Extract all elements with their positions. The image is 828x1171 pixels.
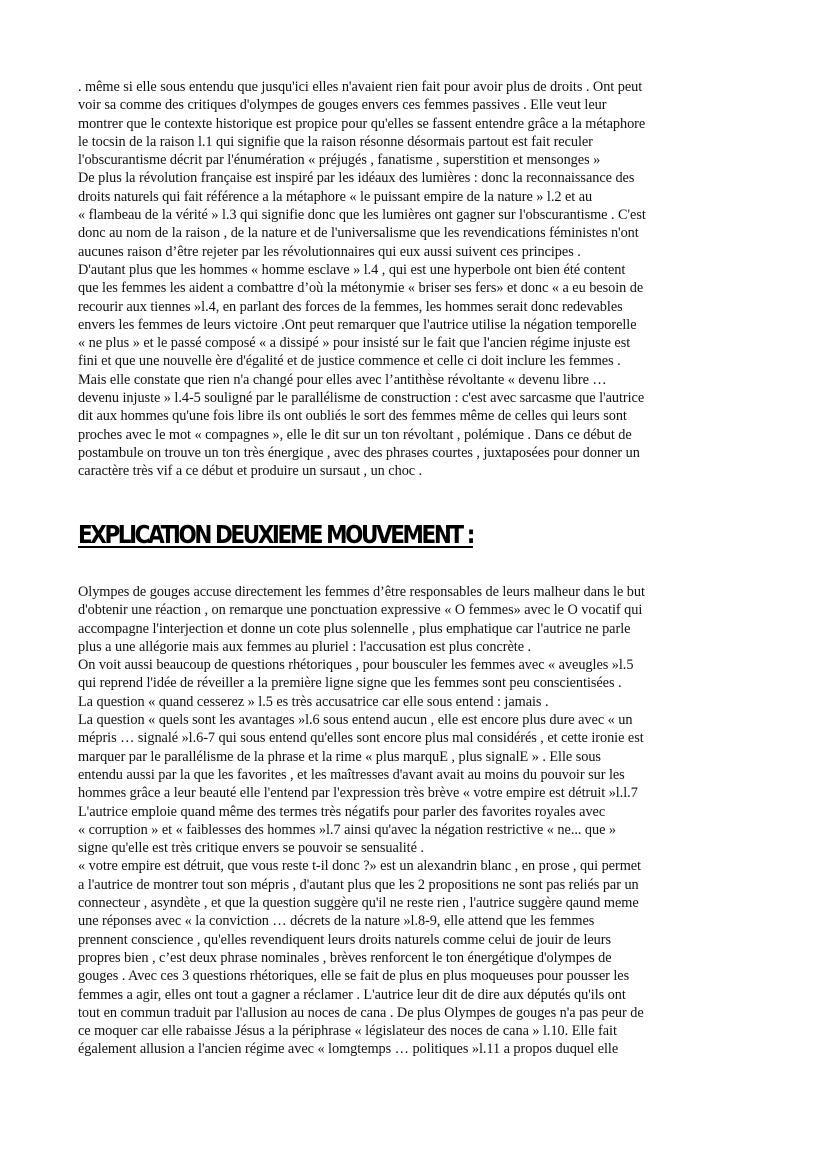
text-line: femmes a agir, elles ont tout a gagner a réclamer . L'autrice leur dit de dire aux députés qu'ils ont <box>78 986 626 1003</box>
text-line: « votre empire est détruit, que vous reste t-il donc ?» est un alexandrin blanc , en prose , qui permet <box>78 858 641 875</box>
text-line: proches avec le mot « compagnes », elle le dit sur un ton révoltant , polémique . Dans ce début de <box>78 426 632 443</box>
text-line: mépris … signalé »l.6-7 qui sous entend qu'elles sont encore plus mal considérés , et cette ironie est <box>78 730 644 747</box>
text-line: tout en commun traduit par l'allusion au noces de cana . De plus Olympes de gouges n'a pas peur de <box>78 1004 644 1021</box>
text-line: De plus la révolution française est inspiré par les idéaux des lumières : donc la reconnaissance des <box>78 170 635 187</box>
text-line: prennent conscience , qu'elles revendiquent leurs droits naturels comme celui de jouir de leurs <box>78 931 611 948</box>
text-line: « ne plus » et le passé composé « a dissipé » pour insisté sur le fait que l'ancien régime injuste est <box>78 335 631 352</box>
text-line: recourir aux tiennes »l.4, en parlant des forces de la femmes, les hommes serait donc redevables <box>78 298 623 315</box>
text-line: La question « quand cesserez » l.5 es très accusatrice car elle sous entend : jamais . <box>78 693 549 710</box>
text-line: voir sa comme des critiques d'olympes de gouges envers ces femmes passives . Elle veut leur <box>78 97 607 114</box>
text-line: L'autrice emploie quand même des termes très négatifs pour parler des favorites royales avec <box>78 803 606 820</box>
text-line: . même si elle sous entendu que jusqu'ici elles n'avaient rien fait pour avoir plus de droits . Ont peut <box>78 79 643 95</box>
text-line: une réponses avec « la conviction … décrets de la nature »l.8-9, elle attend que les femmes <box>78 913 595 930</box>
text-line: d'obtenir une réaction , on remarque une ponctuation expressive « O femmes» avec le O vocatif qui <box>78 602 643 619</box>
paragraph-second-movement <box>78 583 750 1059</box>
text-line: plus a une allégorie mais aux femmes au pluriel : l'accusation est plus concrète . <box>78 638 532 655</box>
text-line: On voit aussi beaucoup de questions rhétoriques , pour bousculer les femmes avec « aveugles »l.5 <box>78 657 634 674</box>
text-line: accompagne l'interjection et donne un cote plus solennelle , plus emphatique car l'autrice ne parle <box>78 620 631 637</box>
text-line: le tocsin de la raison l.1 qui signifie que la raison résonne désormais partout est fait reculer <box>78 133 593 150</box>
text-line: fini et que une nouvelle ère d'égalité et de justice commence et celle ci doit inclure les femmes . <box>78 353 621 370</box>
text-line: signe qu'elle est très critique envers se pouvoir se sensualité . <box>78 840 424 857</box>
text-line: hommes grâce a leur beauté elle l'entend par l'expression très brève « votre empire est détruit »l.l.7 <box>78 785 638 802</box>
text-line: entendu aussi par la que les favorites , et les maîtresses d'avant avait au moins du pouvoir sur les <box>78 766 625 783</box>
text-line: également allusion a l'ancien régime avec « lomgtemps … politiques »l.11 a propos duquel elle <box>78 1041 619 1058</box>
text-line: a l'autrice de montrer tout son mépris , d'autant plus que les 2 propositions ne sont pas reliés par un <box>78 876 639 893</box>
text-line: postambule on trouve un ton très énergique , avec des phrases courtes , juxtaposées pour donner un <box>78 444 640 461</box>
text-line: marquer par le parallélisme de la phrase et la rime « plus marquE , plus signalE » . Elle sous <box>78 748 601 765</box>
text-line: gouges . Avec ces 3 questions rhétoriques, elle se fait de plus en plus moqueuses pour pousser les <box>78 968 630 985</box>
text-line: qui reprend l'idée de réveiller a la première ligne signe que les femmes sont peu conscientisées . <box>78 675 622 692</box>
section-heading: EXPLICATION DEUXIEME MOUVEMENT : <box>78 520 473 549</box>
text-line: propres bien , c’est deux phrase nominales , brèves renforcent le ton énergétique d'olympes de <box>78 949 612 966</box>
text-line: « corruption » et « faiblesses des hommes »l.7 ainsi qu'avec la négation restrictive « ne... que » <box>78 821 617 838</box>
text-line: donc au nom de la raison , de la nature et de l'universalisme que les revendications féministes n'ont <box>78 225 639 242</box>
text-line: droits naturels qui fait référence a la métaphore « le puissant empire de la nature » l.2 et au <box>78 188 593 205</box>
text-line: montrer que le contexte historique est propice pour qu'elles se fassent entendre grâce a la métaphore <box>78 115 646 132</box>
text-line: devenu injuste » l.4-5 souligné par le parallélisme de construction : c'est avec sarcasme que l'autrice <box>78 390 645 407</box>
paragraph-first-movement <box>78 78 750 481</box>
text-line: connecteur , asyndète , et que la question suggère qu'il ne reste rien , l'autrice suggère qaund meme <box>78 895 639 912</box>
text-line: envers les femmes de leurs victoire .Ont peut remarquer que l'autrice utilise la négation temporelle <box>78 316 637 333</box>
text-line: dit aux hommes qu'une fois libre ils ont oubliés le sort des femmes même de celles qui leurs sont <box>78 408 627 425</box>
text-line: Mais elle constate que rien n'a changé pour elles avec l’antithèse révoltante « devenu libre … <box>78 371 607 388</box>
text-line: D'autant plus que les hommes « homme esclave » l.4 , qui est une hyperbole ont bien été content <box>78 261 626 278</box>
text-line: que les femmes les aident a combattre d’où la métonymie « briser ses fers» et donc « a eu besoin de <box>78 280 644 297</box>
text-line: La question « quels sont les avantages »l.6 sous entend aucun , elle est encore plus dure avec « un <box>78 712 633 729</box>
text-line: caractère très vif a ce début et produire un sursaut , un choc . <box>78 463 423 480</box>
text-line: Olympes de gouges accuse directement les femmes d’être responsables de leurs malheur dans le but <box>78 584 645 600</box>
text-line: aucunes raison d’être rejeter par les révolutionnaires qui eux aussi suivent ces principes . <box>78 243 581 260</box>
text-line: « flambeau de la vérité » l.3 qui signifie donc que les lumières ont gagner sur l'obscurantisme . C'est <box>78 207 646 224</box>
text-line: l'obscurantisme décrit par l'énumération « préjugés , fanatisme , superstition et mensonges » <box>78 152 601 169</box>
text-line: ce moquer car elle rabaisse Jésus a la périphrase « législateur des noces de cana » l.10. Elle fait <box>78 1023 617 1040</box>
